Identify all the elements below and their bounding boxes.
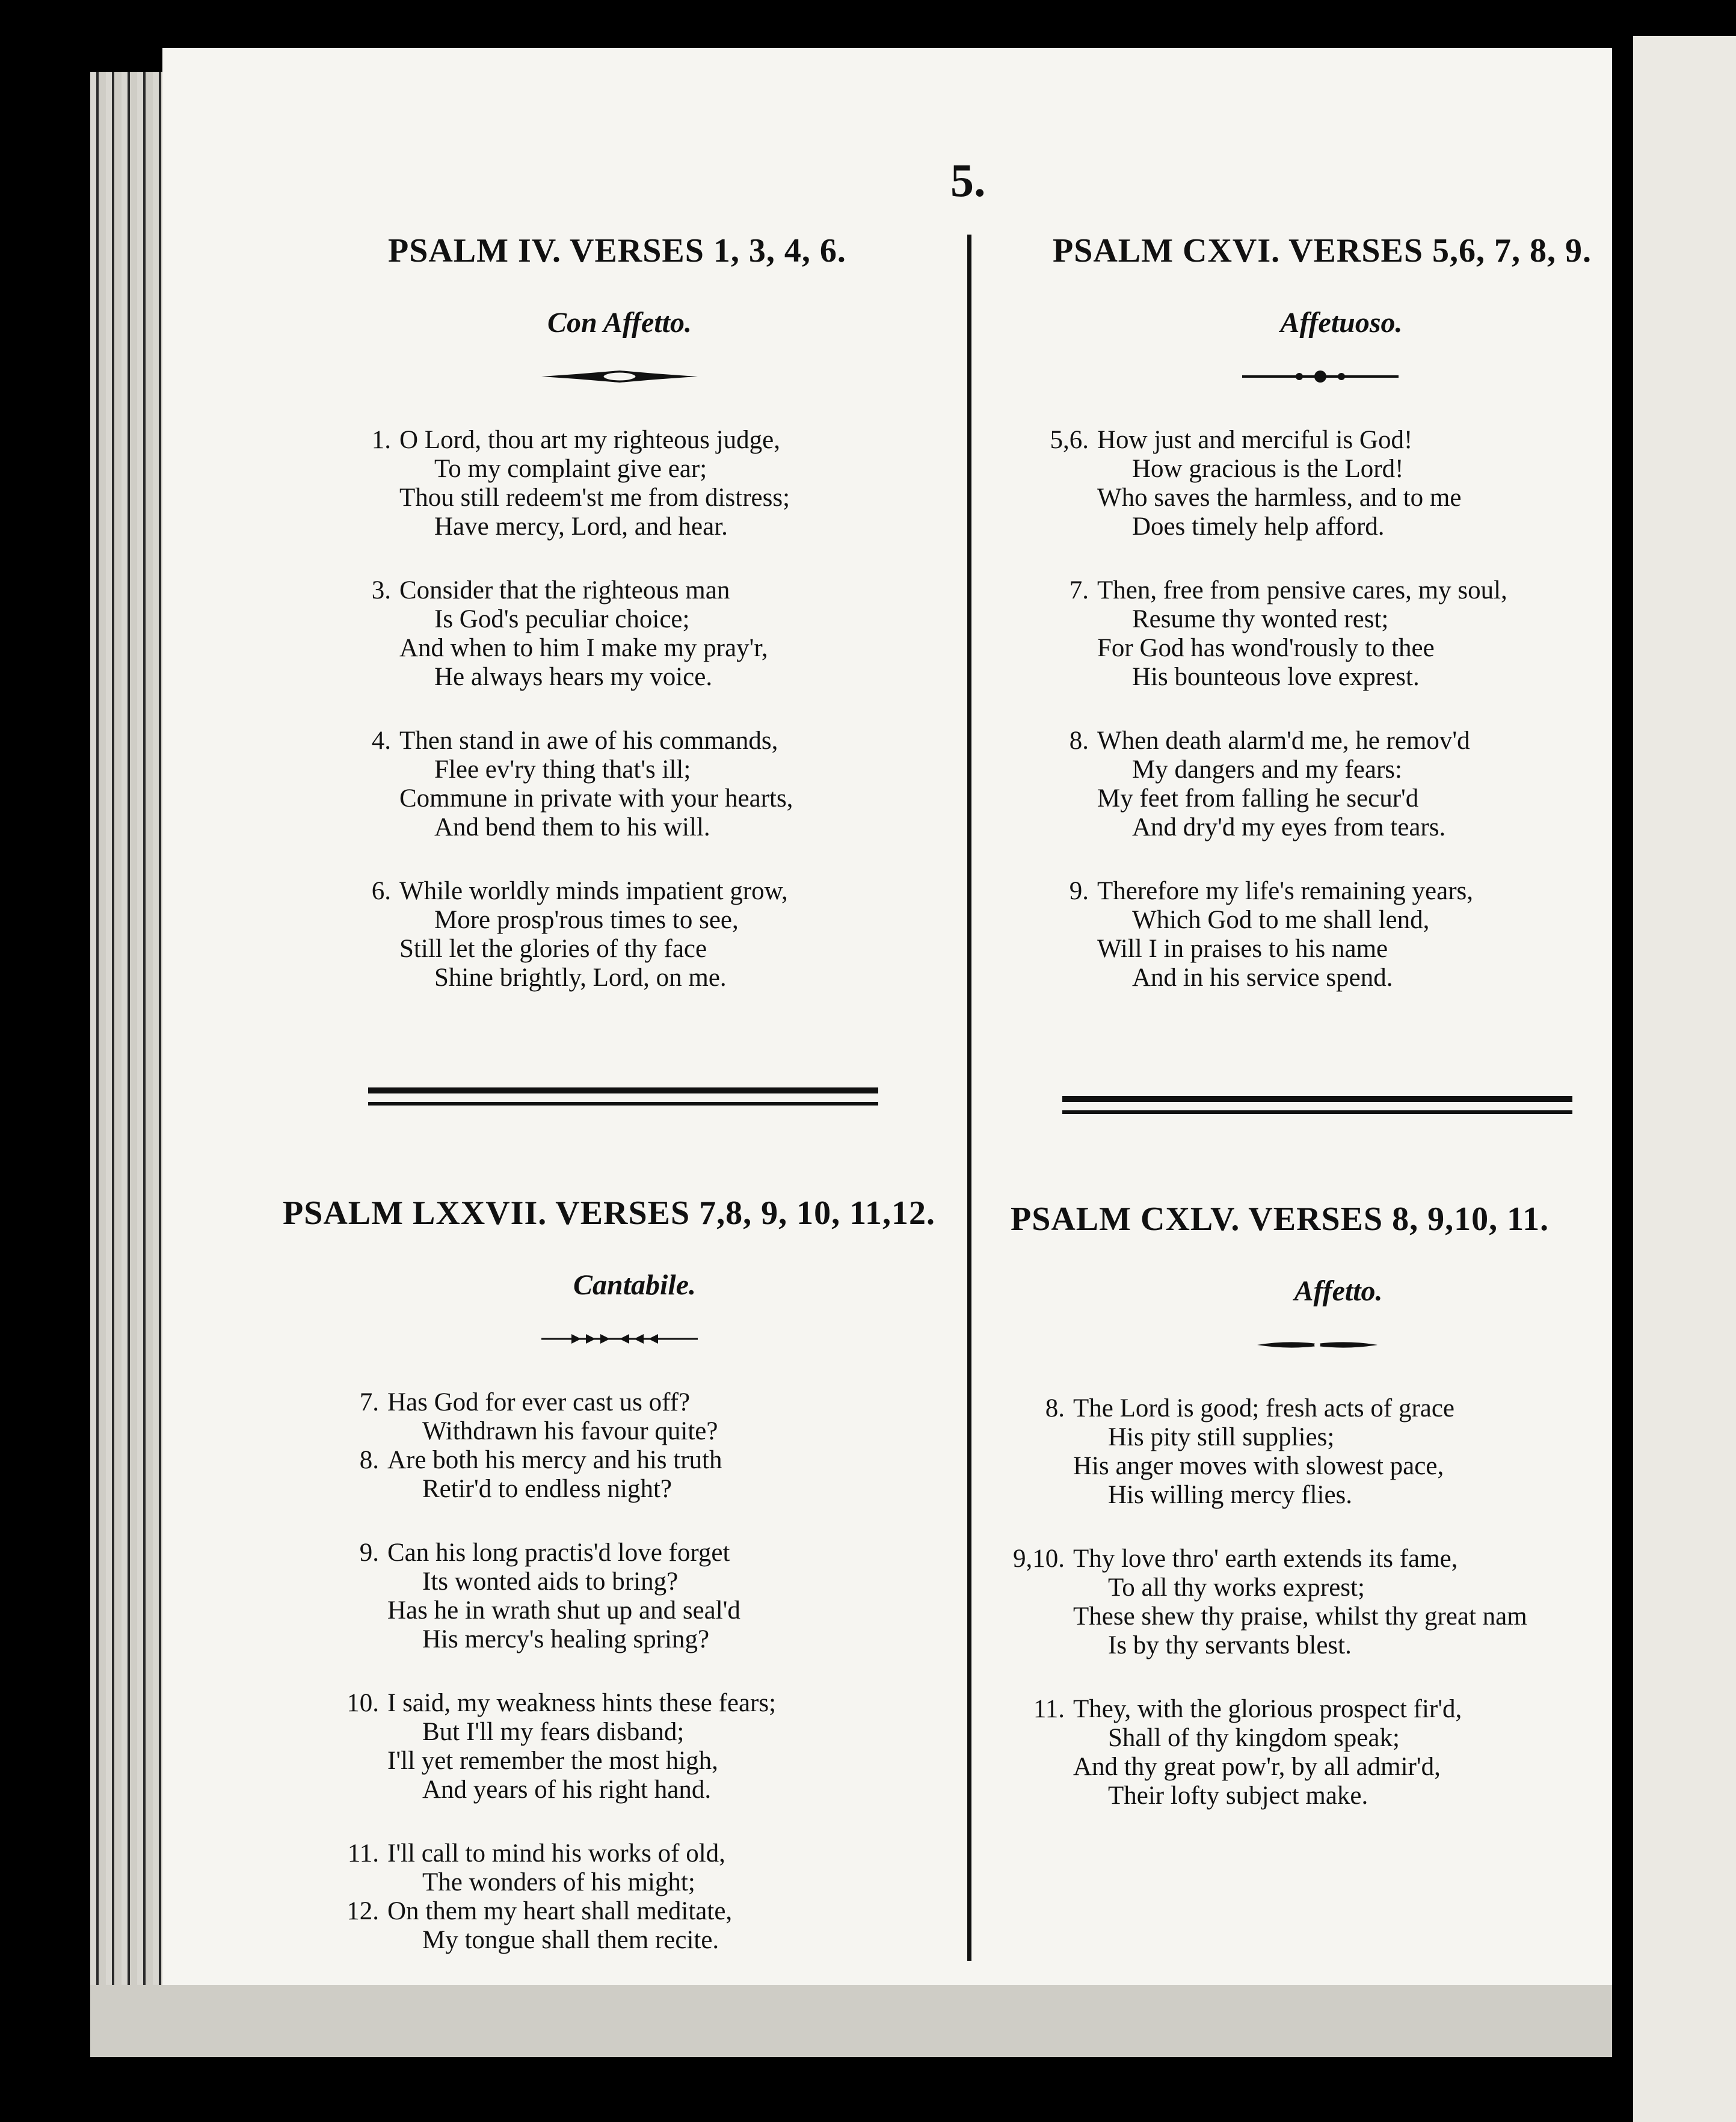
verse-line: [1011, 1423, 1612, 1452]
verse-text: Has God for ever cast us off?: [387, 1388, 691, 1416]
horizontal-double-rule: [368, 1087, 878, 1106]
verse-text: Is by thy servants blest.: [1108, 1631, 1352, 1659]
verse-line: [325, 1689, 950, 1718]
verse-line: [1011, 1782, 1612, 1810]
verse: [337, 727, 902, 842]
psalm-section-cxlv: [1011, 1200, 1612, 1845]
verse-text: I'll call to mind his works of old,: [387, 1839, 725, 1868]
verse: [325, 1446, 950, 1504]
verse-text: While worldly minds impatient grow,: [399, 877, 788, 905]
verse-text: Consider that the righteous man: [399, 576, 730, 604]
verse-text: His pity still supplies;: [1108, 1423, 1335, 1451]
verse-text: When death alarm'd me, he remov'd: [1097, 727, 1470, 755]
verse-list: [337, 426, 902, 992]
verse-number: 6.: [371, 877, 391, 905]
verse-text: He always hears my voice.: [434, 663, 713, 691]
verse-text: Then, free from pensive cares, my soul,: [1097, 576, 1507, 604]
psalm-section-iv: [337, 232, 902, 1027]
verse-line: [1035, 906, 1612, 935]
verse-number: 7.: [1069, 576, 1089, 604]
verse-text: Has he in wrath shut up and seal'd: [387, 1596, 740, 1625]
verse-line: [1035, 964, 1612, 992]
column-divider: [967, 235, 971, 1961]
verse-line: [325, 1539, 950, 1567]
verse-line: [1011, 1631, 1612, 1660]
verse-text: Then stand in awe of his commands,: [399, 727, 778, 755]
verse-line: [325, 1839, 950, 1868]
verse-text: And when to him I make my pray'r,: [399, 634, 768, 662]
verse-line: [1035, 634, 1612, 663]
verse-text: But I'll my fears disband;: [422, 1718, 685, 1746]
verse-text: Shall of thy kingdom speak;: [1108, 1724, 1400, 1752]
verse-number: 8.: [1069, 727, 1089, 755]
verse-line: [337, 784, 902, 813]
verse-text: They, with the glorious prospect fir'd,: [1073, 1695, 1462, 1723]
verse-text: Who saves the harmless, and to me: [1097, 484, 1462, 512]
verse-number: 12.: [346, 1897, 379, 1925]
verse-line: [337, 455, 902, 484]
verse-text: His bounteous love exprest.: [1132, 663, 1420, 691]
verse-number: 8.: [359, 1446, 379, 1474]
verse: [1011, 1695, 1612, 1810]
verse-text: Have mercy, Lord, and hear.: [434, 512, 728, 541]
verse-line: [337, 813, 902, 842]
verse: [337, 877, 902, 992]
book-bottom-edge: [90, 1985, 1612, 2057]
verse-text: Can his long practis'd love forget: [387, 1539, 730, 1567]
verse-text: His anger moves with slowest pace,: [1073, 1452, 1444, 1480]
verse-line: [1035, 426, 1612, 455]
verse-text: How just and merciful is God!: [1097, 426, 1413, 454]
verse-list: [1035, 426, 1612, 992]
verse-line: [1035, 512, 1612, 541]
verse-text: Thy love thro' earth extends its fame,: [1073, 1545, 1458, 1573]
verse-text: And thy great pow'r, by all admir'd,: [1073, 1753, 1441, 1781]
verse-line: [325, 1388, 950, 1417]
verse-text: Is God's peculiar choice;: [434, 605, 690, 633]
verse-text: Commune in private with your hearts,: [399, 784, 793, 813]
verse-text: My feet from falling he secur'd: [1097, 784, 1419, 813]
verse-text: Does timely help afford.: [1132, 512, 1385, 541]
verse-text: For God has wond'rously to thee: [1097, 634, 1435, 662]
verse-line: [337, 512, 902, 541]
verse-text: How gracious is the Lord!: [1132, 455, 1404, 483]
verse-line: [325, 1718, 950, 1747]
verse-text: Flee ev'ry thing that's ill;: [434, 755, 691, 784]
verse-line: [325, 1868, 950, 1897]
verse-line: [337, 906, 902, 935]
page-number: 5.: [950, 154, 986, 206]
verse-line: [1035, 935, 1612, 964]
verse-number: 1.: [371, 426, 391, 454]
verse-line: [325, 1567, 950, 1596]
verse-line: [1035, 755, 1612, 784]
verse-text: Resume thy wonted rest;: [1132, 605, 1389, 633]
verse-line: [1035, 813, 1612, 842]
verse: [325, 1897, 950, 1955]
verse: [325, 1839, 950, 1897]
verse-line: [325, 1926, 950, 1955]
verse-line: [325, 1625, 950, 1654]
verse: [337, 426, 902, 541]
verse-line: [1011, 1394, 1612, 1423]
verse-line: [1011, 1452, 1612, 1481]
verse: [325, 1539, 950, 1654]
verse-line: [1035, 484, 1612, 512]
verse-text: To all thy works exprest;: [1108, 1573, 1365, 1602]
verse-number: 10.: [346, 1689, 379, 1717]
tempo-marking: Cantabile.: [573, 1269, 697, 1301]
verse-line: [337, 935, 902, 964]
verse-line: [337, 663, 902, 692]
verse-number: 9,10.: [1013, 1545, 1065, 1573]
verse: [337, 576, 902, 692]
verse-text: On them my heart shall meditate,: [387, 1897, 733, 1925]
tempo-marking: Con Affetto.: [547, 307, 692, 339]
verse-line: [1035, 455, 1612, 484]
verse-line: [325, 1596, 950, 1625]
verse: [1011, 1394, 1612, 1510]
verse-text: Retir'd to endless night?: [422, 1475, 672, 1503]
verse-list: [325, 1388, 950, 1955]
verse-text: To my complaint give ear;: [434, 455, 707, 483]
verse-line: [337, 755, 902, 784]
tempo-marking: Affetuoso.: [1280, 307, 1403, 339]
verse-text: O Lord, thou art my righteous judge,: [399, 426, 780, 454]
verse-line: [325, 1776, 950, 1804]
verse-text: The Lord is good; fresh acts of grace: [1073, 1394, 1455, 1422]
verse-line: [1011, 1573, 1612, 1602]
verse-line: [337, 727, 902, 755]
verse-number: 7.: [359, 1388, 379, 1416]
verse-line: [1035, 784, 1612, 813]
verse-number: 11.: [347, 1839, 379, 1868]
verse-line: [325, 1446, 950, 1475]
book-page-edges: [90, 72, 162, 2051]
verse-number: 9.: [359, 1539, 379, 1567]
verse-text: Its wonted aids to bring?: [422, 1567, 679, 1596]
verse-line: [337, 877, 902, 906]
verse-line: [1011, 1602, 1612, 1631]
verse-line: [337, 426, 902, 455]
verse-text: Their lofty subject make.: [1108, 1782, 1368, 1810]
verse-text: The wonders of his might;: [422, 1868, 695, 1896]
book-gutter-shadow: [1612, 66, 1633, 2045]
verse: [1035, 727, 1612, 842]
ornament-icon: [541, 369, 698, 384]
verse: [1011, 1545, 1612, 1660]
tempo-marking: Affetto.: [1294, 1275, 1383, 1307]
verse-text: Will I in praises to his name: [1097, 935, 1388, 963]
verse-line: [325, 1747, 950, 1776]
adjacent-page: [1633, 36, 1736, 2122]
verse-text: Therefore my life's remaining years,: [1097, 877, 1474, 905]
verse-line: [1011, 1695, 1612, 1724]
horizontal-double-rule: [1062, 1096, 1572, 1114]
verse-text: Still let the glories of thy face: [399, 935, 707, 963]
psalm-title: PSALM CXLV. VERSES 8, 9,10, 11.: [1011, 1201, 1550, 1238]
verse-line: [325, 1897, 950, 1926]
verse-line: [1011, 1724, 1612, 1753]
verse-line: [325, 1417, 950, 1446]
verse-text: I said, my weakness hints these fears;: [387, 1689, 777, 1717]
psalm-title: PSALM IV. VERSES 1, 3, 4, 6.: [388, 232, 846, 269]
ornament-icon: [1257, 1338, 1377, 1352]
verse-line: [1035, 877, 1612, 906]
verse: [325, 1689, 950, 1804]
psalm-section-cxvi: [1035, 232, 1612, 1027]
verse-line: [1035, 727, 1612, 755]
ornament-icon: [1242, 369, 1399, 384]
verse-number: 11.: [1033, 1695, 1065, 1723]
verse-text: His willing mercy flies.: [1108, 1481, 1353, 1509]
verse-line: [1011, 1545, 1612, 1573]
verse: [1035, 877, 1612, 992]
verse-text: And in his service spend.: [1132, 964, 1393, 992]
psalm-title: PSALM LXXVII. VERSES 7,8, 9, 10, 11,12.: [283, 1195, 936, 1232]
verse-text: And years of his right hand.: [422, 1776, 712, 1804]
verse: [325, 1388, 950, 1446]
verse-number: 4.: [371, 727, 391, 755]
verse-line: [1035, 605, 1612, 634]
verse-text: My tongue shall them recite.: [422, 1926, 719, 1954]
verse-line: [1035, 663, 1612, 692]
verse: [1035, 576, 1612, 692]
verse-line: [337, 484, 902, 512]
verse-list: [1011, 1394, 1612, 1810]
verse-text: I'll yet remember the most high,: [387, 1747, 718, 1775]
psalm-section-lxxvii: [283, 1194, 950, 1990]
verse-text: These shew thy praise, whilst thy great nam: [1073, 1602, 1527, 1631]
verse-line: [325, 1475, 950, 1504]
verse-line: [1011, 1753, 1612, 1782]
verse-number: 3.: [371, 576, 391, 604]
verse-line: [337, 576, 902, 605]
verse-text: More prosp'rous times to see,: [434, 906, 739, 934]
verse-text: Shine brightly, Lord, on me.: [434, 964, 727, 992]
verse-number: 9.: [1069, 877, 1089, 905]
verse-text: Withdrawn his favour quite?: [422, 1417, 718, 1445]
verse-text: His mercy's healing spring?: [422, 1625, 710, 1653]
verse-text: Are both his mercy and his truth: [387, 1446, 722, 1474]
verse-text: My dangers and my fears:: [1132, 755, 1402, 784]
verse-text: And dry'd my eyes from tears.: [1132, 813, 1446, 841]
ornament-icon: [541, 1332, 698, 1346]
verse-line: [337, 634, 902, 663]
verse-text: And bend them to his will.: [434, 813, 710, 841]
verse: [1035, 426, 1612, 541]
verse-line: [1035, 576, 1612, 605]
verse-line: [1011, 1481, 1612, 1510]
verse-line: [337, 964, 902, 992]
verse-number: 5,6.: [1050, 426, 1089, 454]
verse-text: Thou still redeem'st me from distress;: [399, 484, 790, 512]
verse-text: Which God to me shall lend,: [1132, 906, 1430, 934]
psalm-title: PSALM CXVI. VERSES 5,6, 7, 8, 9.: [1053, 232, 1592, 269]
verse-line: [337, 605, 902, 634]
verse-number: 8.: [1045, 1394, 1065, 1422]
